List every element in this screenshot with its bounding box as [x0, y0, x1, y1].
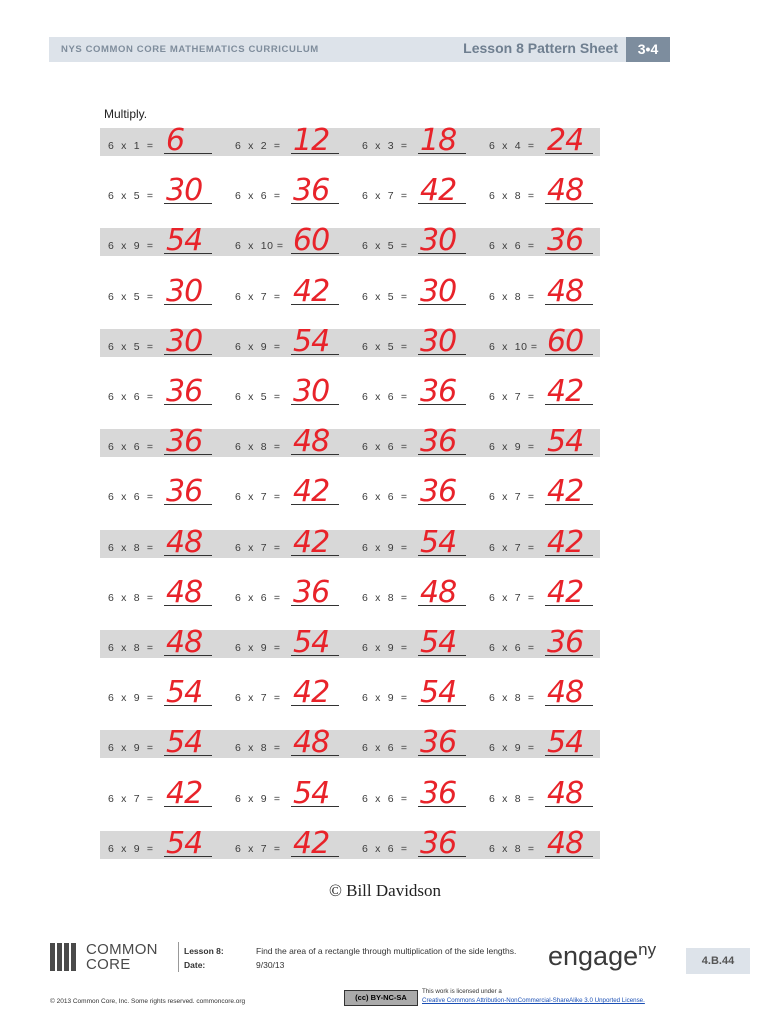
problem-cell — [481, 273, 603, 309]
problem-cell — [354, 273, 476, 309]
problem-row — [100, 725, 600, 761]
common-core-logo — [50, 943, 170, 973]
handwritten-answer: 60 — [547, 323, 584, 359]
problem-expression: 6 x 8 = — [108, 541, 154, 554]
problem-cell — [227, 725, 349, 761]
problem-expression: 6 x 6 = — [362, 441, 408, 454]
problem-cell — [100, 173, 222, 209]
problem-cell — [354, 374, 476, 409]
engage-text: engage — [548, 941, 639, 971]
problem-row — [100, 323, 600, 359]
problem-cell — [354, 725, 476, 761]
problem-expression: 6 x 6 = — [362, 391, 408, 403]
problem-expression: 6 x 6 = — [108, 441, 154, 454]
footer-labels — [184, 944, 224, 972]
handwritten-answer: 54 — [420, 675, 457, 711]
handwritten-answer: 48 — [420, 574, 457, 610]
handwritten-answer: 30 — [420, 223, 457, 259]
problem-expression: 6 x 1 = — [108, 140, 154, 152]
problem-cell — [227, 825, 349, 861]
problem-cell — [481, 775, 603, 811]
problem-expression: 6 x 6 = — [362, 491, 408, 504]
problem-expression: 6 x 8 = — [489, 692, 535, 705]
problem-expression: 6 x 9 = — [108, 240, 154, 253]
problem-cell — [481, 374, 603, 409]
problem-cell — [227, 323, 349, 359]
problem-cell — [354, 424, 476, 460]
problem-expression: 6 x 6 = — [235, 190, 281, 203]
problem-row — [100, 374, 600, 409]
problem-row — [100, 775, 600, 811]
handwritten-answer: 54 — [547, 725, 584, 761]
problem-cell — [227, 775, 349, 811]
problem-expression: 6 x 9 = — [362, 692, 408, 705]
problem-cell — [354, 474, 476, 510]
handwritten-answer: 42 — [293, 474, 330, 510]
problem-expression: 6 x 5 = — [362, 290, 408, 303]
problem-row — [100, 173, 600, 209]
problem-row — [100, 123, 600, 158]
footer-values — [256, 944, 516, 972]
curriculum-label: NYS COMMON CORE MATHEMATICS CURRICULUM — [61, 44, 319, 55]
handwritten-answer: 48 — [293, 424, 330, 460]
handwritten-answer: 36 — [547, 223, 584, 259]
problem-cell — [227, 223, 349, 259]
handwritten-answer: 42 — [293, 825, 330, 861]
problem-cell — [227, 123, 349, 158]
handwritten-answer: 36 — [420, 725, 457, 761]
problem-cell — [227, 675, 349, 711]
handwritten-answer: 30 — [166, 173, 203, 209]
handwritten-answer: 36 — [547, 625, 584, 660]
handwritten-answer: 36 — [420, 775, 457, 811]
problem-expression: 6 x 7 = — [362, 190, 408, 203]
problem-cell — [227, 625, 349, 660]
handwritten-answer: 42 — [547, 474, 584, 510]
problem-cell — [481, 323, 603, 359]
engageny-logo — [548, 940, 656, 972]
handwritten-answer: 36 — [293, 173, 330, 209]
problem-expression: 6 x 8 = — [362, 591, 408, 604]
problem-expression: 6 x 7 = — [235, 491, 281, 504]
instruction-text: Multiply. — [104, 107, 148, 121]
problem-cell — [100, 273, 222, 309]
problem-cell — [100, 323, 222, 359]
problem-cell — [227, 474, 349, 510]
lesson-label: Lesson 8: — [184, 946, 224, 956]
problem-expression: 6 x 6 = — [362, 792, 408, 805]
problem-row — [100, 524, 600, 560]
problem-expression: 6 x 9 = — [108, 842, 154, 855]
problem-expression: 6 x 5 = — [235, 391, 281, 403]
handwritten-answer: 48 — [547, 775, 584, 811]
problem-cell — [100, 374, 222, 409]
handwritten-answer: 36 — [166, 424, 203, 460]
handwritten-answer: 54 — [293, 625, 330, 660]
problem-cell — [100, 574, 222, 610]
problem-cell — [354, 625, 476, 660]
problem-expression: 6 x 5 = — [362, 240, 408, 253]
ny-text: ny — [638, 940, 657, 959]
problem-expression: 6 x 7 = — [108, 792, 154, 805]
problem-expression: 6 x 7 = — [489, 541, 535, 554]
handwritten-answer: 36 — [166, 474, 203, 510]
footer-divider — [178, 942, 179, 972]
handwritten-answer: 18 — [420, 123, 457, 158]
problem-cell — [481, 173, 603, 209]
problem-expression: 6 x 6 = — [489, 240, 535, 253]
handwritten-answer: 54 — [420, 524, 457, 560]
problem-row — [100, 675, 600, 711]
problem-cell — [481, 123, 603, 158]
handwritten-answer: 30 — [166, 273, 203, 309]
legal-text: © 2013 Common Core, Inc. Some rights reserved. commoncore.org — [50, 998, 246, 1005]
handwritten-answer: 54 — [547, 424, 584, 460]
problem-expression: 6 x 10 = — [235, 240, 284, 253]
page-number: 4.B.44 — [686, 948, 750, 974]
problem-expression: 6 x 7 = — [489, 491, 535, 504]
problem-expression: 6 x 3 = — [362, 140, 408, 152]
logo-bars-icon — [50, 943, 78, 976]
problem-cell — [227, 524, 349, 560]
handwritten-answer: 36 — [293, 574, 330, 610]
problem-expression: 6 x 8 = — [108, 591, 154, 604]
handwritten-answer: 60 — [293, 223, 330, 259]
date-value: 9/30/13 — [256, 960, 285, 970]
problem-cell — [481, 524, 603, 560]
handwritten-answer: 42 — [420, 173, 457, 209]
handwritten-answer: 54 — [293, 323, 330, 359]
problem-expression: 6 x 10 = — [489, 340, 538, 353]
problem-expression: 6 x 6 = — [489, 642, 535, 654]
problem-cell — [100, 725, 222, 761]
handwritten-answer: 48 — [166, 524, 203, 560]
problem-cell — [100, 524, 222, 560]
handwritten-answer: 48 — [547, 675, 584, 711]
problem-cell — [354, 775, 476, 811]
problem-expression: 6 x 6 = — [235, 591, 281, 604]
handwritten-answer: 42 — [293, 675, 330, 711]
problem-expression: 6 x 8 = — [235, 441, 281, 454]
handwritten-answer: 54 — [166, 675, 203, 711]
problem-cell — [354, 123, 476, 158]
license-text — [422, 987, 645, 1005]
problem-cell — [354, 223, 476, 259]
problem-cell — [481, 424, 603, 460]
problem-cell — [481, 474, 603, 510]
problem-expression: 6 x 7 = — [235, 541, 281, 554]
problem-expression: 6 x 8 = — [108, 642, 154, 654]
problem-cell — [100, 825, 222, 861]
problem-expression: 6 x 6 = — [108, 391, 154, 403]
problem-cell — [100, 424, 222, 460]
handwritten-answer: 36 — [166, 374, 203, 409]
handwritten-answer: 42 — [293, 273, 330, 309]
problem-cell — [354, 524, 476, 560]
cc-license-icon[interactable]: (cc) BY-NC-SA — [344, 990, 418, 1006]
problem-cell — [227, 574, 349, 610]
problem-expression: 6 x 9 = — [362, 541, 408, 554]
problem-expression: 6 x 6 = — [362, 842, 408, 855]
logo-text — [86, 942, 158, 972]
handwritten-answer: 36 — [420, 825, 457, 861]
license-link[interactable]: Creative Commons Attribution-NonCommercial-ShareAlike 3.0 Unported License. — [422, 997, 645, 1004]
problem-expression: 6 x 8 = — [489, 792, 535, 805]
problem-expression: 6 x 8 = — [235, 742, 281, 755]
license-line1: This work is licensed under a — [422, 988, 502, 995]
handwritten-answer: 54 — [166, 825, 203, 861]
handwritten-answer: 36 — [420, 474, 457, 510]
problem-row — [100, 574, 600, 610]
problem-expression: 6 x 7 = — [235, 842, 281, 855]
problem-cell — [100, 775, 222, 811]
problem-expression: 6 x 9 = — [108, 692, 154, 705]
handwritten-answer: 42 — [547, 374, 584, 409]
problem-expression: 6 x 9 = — [108, 742, 154, 755]
handwritten-answer: 42 — [293, 524, 330, 560]
problem-cell — [354, 574, 476, 610]
logo-line2: CORE — [86, 956, 131, 973]
problem-cell — [481, 675, 603, 711]
handwritten-answer: 30 — [293, 374, 330, 409]
handwritten-answer: 48 — [547, 173, 584, 209]
problem-expression: 6 x 6 = — [362, 742, 408, 755]
problem-expression: 6 x 9 = — [235, 340, 281, 353]
handwritten-answer: 12 — [293, 123, 330, 158]
handwritten-answer: 42 — [547, 524, 584, 560]
problem-expression: 6 x 8 = — [489, 290, 535, 303]
problem-row — [100, 474, 600, 510]
problem-expression: 6 x 7 = — [235, 290, 281, 303]
handwritten-answer: 54 — [166, 725, 203, 761]
problem-cell — [227, 273, 349, 309]
problem-row — [100, 625, 600, 660]
problem-expression: 6 x 7 = — [235, 692, 281, 705]
problem-cell — [354, 675, 476, 711]
handwritten-answer: 54 — [166, 223, 203, 259]
handwritten-answer: 30 — [420, 323, 457, 359]
handwritten-answer: 24 — [547, 123, 584, 158]
problem-expression: 6 x 4 = — [489, 140, 535, 152]
problem-cell — [100, 625, 222, 660]
problem-expression: 6 x 7 = — [489, 391, 535, 403]
problem-cell — [354, 323, 476, 359]
handwritten-answer: 36 — [420, 424, 457, 460]
logo-line1: COMMON — [86, 941, 158, 958]
problem-expression: 6 x 6 = — [108, 491, 154, 504]
problem-expression: 6 x 9 = — [489, 441, 535, 454]
problem-cell — [354, 825, 476, 861]
problem-cell — [100, 223, 222, 259]
problem-expression: 6 x 9 = — [235, 792, 281, 805]
handwritten-answer: 54 — [293, 775, 330, 811]
problem-expression: 6 x 9 = — [489, 742, 535, 755]
problem-row — [100, 223, 600, 259]
problem-expression: 6 x 8 = — [489, 842, 535, 855]
problem-cell — [227, 374, 349, 409]
handwritten-answer: 54 — [420, 625, 457, 660]
handwritten-answer: 48 — [547, 825, 584, 861]
handwritten-answer: 36 — [420, 374, 457, 409]
problem-cell — [481, 625, 603, 660]
problem-cell — [481, 825, 603, 861]
copyright-watermark: © Bill Davidson — [328, 881, 442, 900]
problem-cell — [481, 223, 603, 259]
handwritten-answer: 48 — [166, 625, 203, 660]
problem-expression: 6 x 8 = — [489, 190, 535, 203]
problem-row — [100, 825, 600, 861]
sheet-title: Lesson 8 Pattern Sheet — [463, 40, 618, 56]
problem-cell — [100, 474, 222, 510]
problem-cell — [100, 675, 222, 711]
problem-expression: 6 x 5 = — [362, 340, 408, 353]
problem-expression: 6 x 2 = — [235, 140, 281, 152]
problem-row — [100, 273, 600, 309]
problem-cell — [227, 424, 349, 460]
problem-cell — [481, 725, 603, 761]
handwritten-answer: 30 — [420, 273, 457, 309]
problem-cell — [354, 173, 476, 209]
problem-expression: 6 x 7 = — [489, 591, 535, 604]
problem-expression: 6 x 9 = — [362, 642, 408, 654]
problem-cell — [481, 574, 603, 610]
handwritten-answer: 42 — [547, 574, 584, 610]
problem-cell — [100, 123, 222, 158]
lesson-description: Find the area of a rectangle through multiplication of the side lengths. — [256, 946, 517, 956]
page-header — [49, 37, 670, 62]
problem-expression: 6 x 9 = — [235, 642, 281, 654]
handwritten-answer: 48 — [547, 273, 584, 309]
handwritten-answer: 30 — [166, 323, 203, 359]
handwritten-answer: 48 — [166, 574, 203, 610]
grade-module-badge: 3•4 — [626, 37, 670, 62]
problem-row — [100, 424, 600, 460]
problem-expression: 6 x 5 = — [108, 190, 154, 203]
date-label: Date: — [184, 960, 206, 970]
handwritten-answer: 48 — [293, 725, 330, 761]
handwritten-answer: 42 — [166, 775, 203, 811]
problem-expression: 6 x 5 = — [108, 290, 154, 303]
problem-cell — [227, 173, 349, 209]
problem-expression: 6 x 5 = — [108, 340, 154, 353]
handwritten-answer: 6 — [166, 123, 185, 158]
